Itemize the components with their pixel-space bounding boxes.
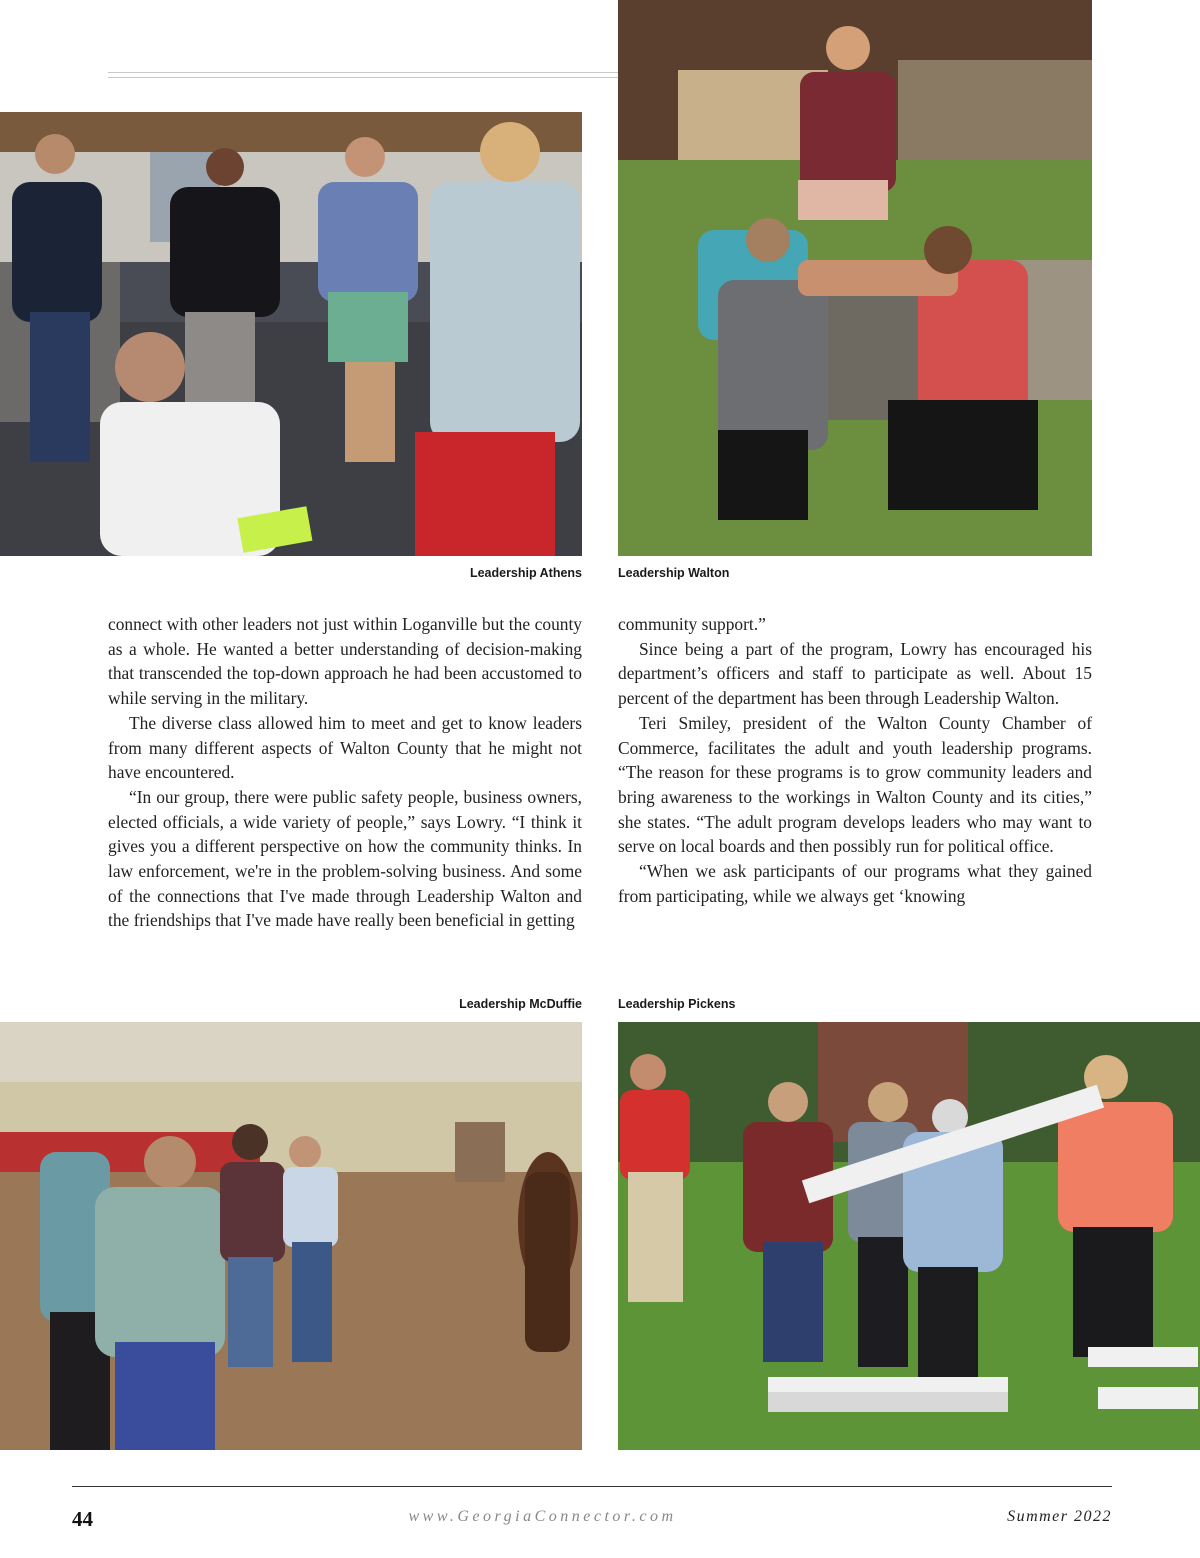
photo-leadership-athens	[0, 112, 582, 556]
header-rule	[108, 72, 618, 78]
article-paragraph: community support.”	[618, 614, 766, 634]
photo-leadership-mcduffie	[0, 1022, 582, 1450]
page-number: 44	[72, 1507, 93, 1531]
footer-issue: Summer 2022	[1007, 1508, 1112, 1525]
footer-rule	[72, 1486, 1112, 1487]
article-paragraph: “In our group, there were public safety people, business owners, elected officials, a wide variety of people,” says Lowry. “I think it gives you a different perspective on how the community thinks. In law enforcement, we're in the problem-solving business. And some of the connections that I've made through Leadership Walton and the friendships that I've made have really been beneficial in getting	[108, 786, 582, 931]
footer-url: www.GeorgiaConnector.com	[408, 1508, 677, 1525]
caption-leadership-mcduffie: Leadership McDuffie	[459, 997, 582, 1011]
article-right-column	[618, 612, 1092, 908]
caption-leadership-pickens: Leadership Pickens	[618, 997, 736, 1011]
caption-leadership-walton: Leadership Walton	[618, 566, 730, 580]
article-paragraph: “When we ask participants of our programs what they gained from participating, while we always get ‘knowing	[618, 861, 1092, 906]
article-paragraph: The diverse class allowed him to meet and get to know leaders from many different aspects of Walton County that he might not have encountered.	[108, 712, 582, 783]
caption-leadership-athens: Leadership Athens	[469, 566, 582, 580]
photo-leadership-walton	[618, 0, 1092, 556]
article-paragraph: Teri Smiley, president of the Walton County Chamber of Commerce, facilitates the adult and youth leadership programs. “The reason for these programs is to grow community leaders and bring awareness to the workings in Walton County and its cities,” she states. “The adult program develops leaders who may want to serve on local boards and then possibly run for political office.	[618, 712, 1092, 857]
article-left-column	[108, 612, 582, 933]
article-paragraph: Since being a part of the program, Lowry has encouraged his department’s officers and staff to participate as well. About 15 percent of the department has been through Leadership Walton.	[618, 638, 1092, 709]
photo-leadership-pickens	[618, 1022, 1200, 1450]
article-paragraph: connect with other leaders not just within Loganville but the county as a whole. He wanted a better understanding of decision-making that transcended the top-down approach he had been accustomed to while serving in the military.	[108, 614, 582, 709]
